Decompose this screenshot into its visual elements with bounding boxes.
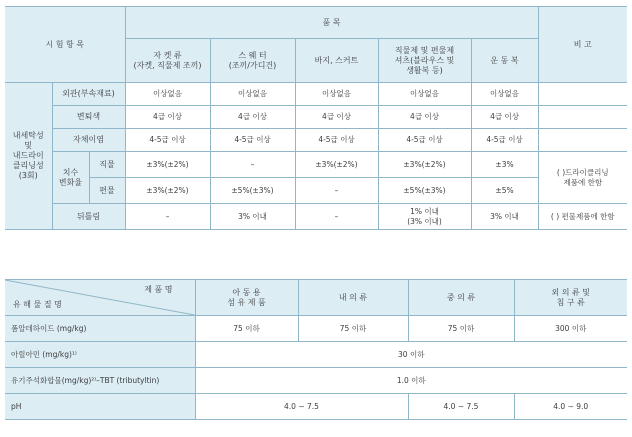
cell: 4.0 ∼ 7.5	[408, 394, 514, 420]
cell: 75 이하	[195, 316, 298, 342]
row-label: 변퇴색	[52, 106, 125, 129]
cell: 30 이하	[195, 342, 627, 368]
cell: 1% 이내 (3% 이내)	[378, 204, 471, 230]
woven-label: 직물	[89, 152, 125, 178]
cell: ±5%(±3%)	[210, 178, 295, 204]
cell: 이상없음	[125, 83, 210, 106]
col-shirt: 직물제 및 편물제 셔츠(블라우스 및 생활복 등)	[378, 39, 471, 83]
cell: ±3%(±2%)	[378, 152, 471, 178]
organotin-label: 유기주석화합물(mg/kg)²⁾–TBT (tributyltin)	[5, 368, 195, 394]
cell: 4급 이상	[295, 106, 378, 129]
col-sweater: 스 웨 터 (조끼/가디건)	[210, 39, 295, 83]
col-pants: 바지, 스커트	[295, 39, 378, 83]
cell: ±5%	[471, 178, 538, 204]
remark-knit: ( ) 편물제품에 한함	[538, 204, 627, 230]
row-label: 외관(부속재료)	[52, 83, 125, 106]
cell: 4급 이상	[378, 106, 471, 129]
cell: –	[210, 152, 295, 178]
remark-cell	[538, 129, 627, 152]
group-label: 내세탁성 및 내드라이 클리닝성 (3회)	[5, 83, 52, 230]
harmful-substance-table	[5, 279, 627, 420]
cell: 4-5급 이상	[378, 129, 471, 152]
substance-name-label: 유 해 물 질 명	[13, 300, 62, 309]
cell: 300 이하	[514, 316, 627, 342]
col-children: 아 동 용 섬 유 제 품	[195, 280, 298, 316]
remark-dry-cleaning: ( )드라이클리닝 제품에 한함	[538, 152, 627, 204]
ph-label: pH	[5, 394, 195, 420]
cell: 4.0 ∼ 9.0	[514, 394, 627, 420]
cell: 4-5급 이상	[210, 129, 295, 152]
cell: 4.0 ∼ 7.5	[195, 394, 408, 420]
test-items-header: 시 험 항 목	[5, 7, 125, 83]
cell: 4급 이상	[210, 106, 295, 129]
cell: 75 이하	[298, 316, 408, 342]
cell: 3% 이내	[471, 204, 538, 230]
distortion-label: 뒤틀림	[52, 204, 125, 230]
cell: ±3%(±2%)	[125, 178, 210, 204]
col-sportswear: 운 동 복	[471, 39, 538, 83]
cell: 이상없음	[210, 83, 295, 106]
cell: ±3%(±2%)	[295, 152, 378, 178]
knit-label: 편물	[89, 178, 125, 204]
col-underwear: 내 의 류	[298, 280, 408, 316]
dimension-change-label: 치수 변화율	[52, 152, 89, 204]
cell: ±5%(±3%)	[378, 178, 471, 204]
product-name-label: 제 품 명	[144, 285, 173, 294]
arylamine-label: 아릴아민 (mg/kg)¹⁾	[5, 342, 195, 368]
cell: 4-5급 이상	[471, 129, 538, 152]
cell: 1.0 이하	[195, 368, 627, 394]
cell: –	[295, 178, 378, 204]
col-outerwear: 외 의 류 및 침 구 류	[514, 280, 627, 316]
col-middlewear: 중 의 류	[408, 280, 514, 316]
row-label: 자체이염	[52, 129, 125, 152]
remark-cell	[538, 106, 627, 129]
cell: 이상없음	[378, 83, 471, 106]
wash-test-table	[5, 6, 627, 230]
cell: ±3%	[471, 152, 538, 178]
remark-cell	[538, 83, 627, 106]
formaldehyde-label: 폼알데하이드 (mg/kg)	[5, 316, 195, 342]
remarks-header: 비 고	[538, 7, 627, 83]
cell: 4급 이상	[125, 106, 210, 129]
corner-header	[5, 280, 195, 316]
col-jacket: 자 켓 류 (자켓, 직물제 조끼)	[125, 39, 210, 83]
cell: 3% 이내	[210, 204, 295, 230]
cell: 4-5급 이상	[295, 129, 378, 152]
cell: –	[125, 204, 210, 230]
cell: –	[295, 204, 378, 230]
cell: 4-5급 이상	[125, 129, 210, 152]
cell: 이상없음	[471, 83, 538, 106]
cell: 75 이하	[408, 316, 514, 342]
cell: ±3%(±2%)	[125, 152, 210, 178]
items-header: 품 목	[125, 7, 538, 39]
cell: 4급 이상	[471, 106, 538, 129]
cell: 이상없음	[295, 83, 378, 106]
